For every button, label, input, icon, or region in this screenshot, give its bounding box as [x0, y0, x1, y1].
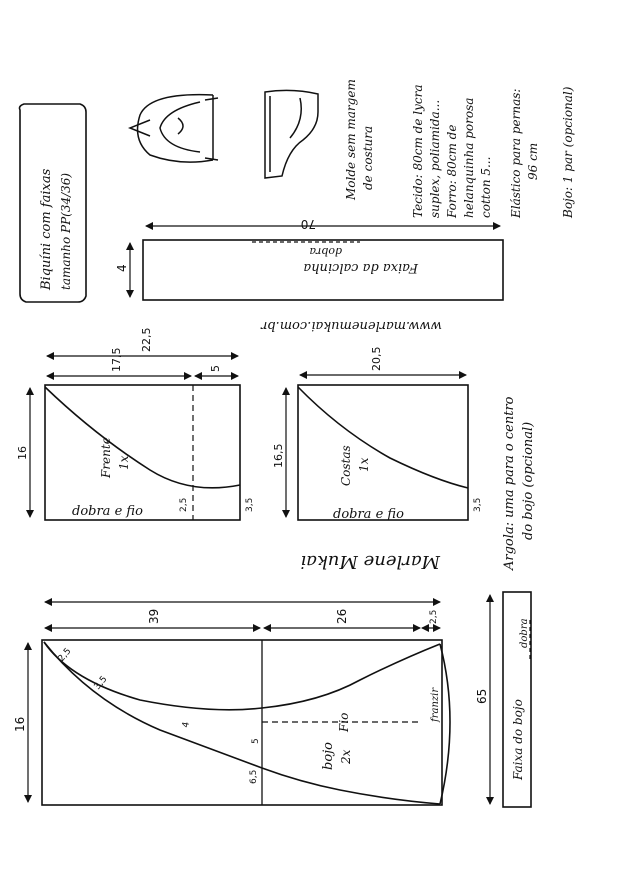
bikini-top-sketch: [130, 95, 218, 162]
costas-piece: [272, 347, 483, 523]
bojo-lower-curve: [44, 642, 440, 804]
website: www.marlenemukai.com.br: [261, 318, 442, 333]
fabric-note-4: cotton 5...: [479, 156, 493, 218]
fabric-note-3: helanquinha porosa: [462, 97, 476, 218]
frente-name: Frente: [99, 437, 113, 478]
bojo-fio-label: Fio: [337, 712, 351, 732]
costas-dim-w-label: 20,5: [370, 346, 383, 371]
title-line-1: Biquíni com faixas: [39, 168, 54, 290]
faixa-calcinha-piece: [115, 217, 503, 300]
bojo-qty: 2x: [339, 749, 353, 764]
costas-qty: 1x: [357, 457, 371, 472]
fabric-note-0: Tecido: 80cm de lycra: [411, 84, 425, 218]
frente-dim-b-label: 5: [209, 365, 222, 372]
bojo-m2-label: 3,5: [92, 674, 110, 692]
dim-length-label: 70: [300, 217, 316, 231]
bojo-name: bojo: [321, 741, 336, 770]
faixa-bojo-dim-label: 65: [475, 688, 489, 704]
frente-d2-label: 3,5: [245, 497, 255, 512]
costas-dim-h-label: 16,5: [272, 443, 285, 468]
fabric-note-7: Bojo: 1 par (opcional): [561, 86, 575, 218]
title-line-2: tamanho PP(34/36): [59, 172, 73, 290]
faixa-bojo-label: Faixa do bojo: [511, 699, 525, 780]
mold-note-line-2: de costura: [361, 125, 375, 190]
signature: Marlene Mukai: [300, 551, 440, 572]
faixa-calcinha-label: Faixa da calcinha: [303, 260, 418, 275]
faixa-bojo-piece: [475, 592, 531, 807]
bojo-dim-a-label: 39: [147, 608, 161, 624]
fabric-notes: [411, 84, 575, 219]
mold-note: [344, 79, 375, 201]
costas-d-label: 3,5: [473, 497, 483, 512]
bojo-m1-label: 2,5: [56, 646, 74, 664]
costas-outline: [298, 385, 468, 520]
bojo-m4-label: 5: [251, 738, 261, 744]
bojo-piece: [13, 602, 450, 805]
fabric-note-2: Forro: 80cm de: [445, 124, 459, 218]
bojo-dim-b-label: 26: [335, 608, 349, 624]
argola-note-line-2: do bojo (opcional): [521, 421, 536, 540]
dim-height-label: 4: [115, 264, 129, 272]
costas-name: Costas: [339, 445, 353, 486]
costas-curve: [298, 387, 468, 488]
title-block: [20, 104, 87, 302]
bojo-dim-c-label: 2,5: [429, 609, 439, 624]
mold-note-line-1: Molde sem margem: [344, 79, 358, 200]
frente-dim-h-label: 16: [16, 446, 29, 460]
frente-base-label: dobra e fio: [72, 504, 143, 519]
bojo-m3-label: 4: [181, 721, 192, 729]
dobra-label: dobra: [309, 245, 342, 258]
fabric-note-1: suplex, poliamida...: [428, 99, 442, 218]
argola-note: [502, 396, 536, 571]
fabric-note-5: Elástico para pernas:: [509, 88, 523, 218]
frente-dim-total-label: 22,5: [140, 327, 153, 352]
bojo-m5-label: 6,5: [249, 769, 259, 784]
bojo-dim-h-label: 16: [13, 716, 27, 732]
bikini-bottom-sketch: [265, 90, 318, 178]
costas-base-label: dobra e fio: [333, 507, 404, 522]
faixa-bojo-dobra-label: dobra: [519, 618, 530, 648]
frente-curve: [45, 387, 240, 488]
frente-qty: 1x: [117, 455, 131, 470]
argola-note-line-1: Argola: uma para o centro: [502, 396, 517, 570]
bojo-franzir-label: franzir: [430, 687, 441, 722]
fabric-note-6: 96 cm: [526, 142, 540, 180]
frente-outline: [45, 385, 240, 520]
frente-piece: [16, 328, 255, 521]
frente-dim-a-label: 17,5: [110, 347, 123, 372]
frente-d1-label: 2,5: [179, 497, 189, 512]
